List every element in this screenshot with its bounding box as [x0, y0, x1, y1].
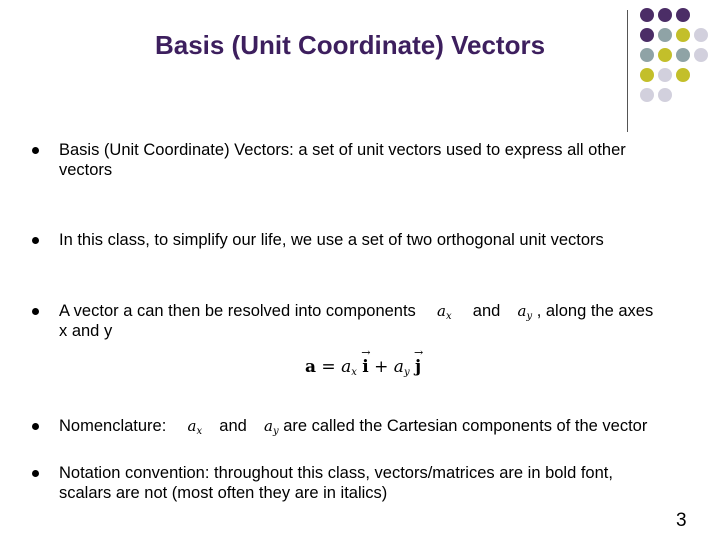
page-number: 3	[676, 510, 687, 531]
decorative-dot	[640, 48, 654, 62]
bullet-text-line: x and y	[59, 322, 113, 340]
decorative-dot	[694, 28, 708, 42]
bullet-text-line: In this class, to simplify our life, we use a set of two orthogonal unit vectors	[59, 231, 604, 249]
bullet-text-line: Notation convention: throughout this class, vectors/matrices are in bold font,	[59, 464, 613, 482]
bullet-text: and	[219, 417, 247, 435]
decorative-dot	[676, 68, 690, 82]
bullet-icon	[32, 308, 39, 315]
decorative-dot	[676, 48, 690, 62]
bullet-text-line: vectors	[59, 161, 113, 179]
bullet-text-line: Basis (Unit Coordinate) Vectors: a set of unit vectors used to express all other	[59, 141, 626, 159]
decorative-dot	[640, 8, 654, 22]
decorative-dot	[676, 8, 690, 22]
decorative-dot	[658, 48, 672, 62]
vector-equation: $a = a_x \to i + a_y \to j$	[305, 357, 421, 378]
bullet-text-line	[59, 417, 689, 441]
math-a-x: $a_x$	[187, 417, 203, 437]
math-a-x: $a_x$	[437, 302, 452, 322]
unit-vector-j: → j	[415, 357, 421, 377]
decorative-dot	[658, 28, 672, 42]
bullet-text: and	[472, 302, 501, 320]
divider-line	[627, 10, 628, 132]
unit-vector-i: → i	[362, 357, 368, 377]
decorative-dot	[658, 8, 672, 22]
bullet-text: A vector a can then be resolved into components	[59, 302, 416, 320]
decorative-dot	[640, 28, 654, 42]
bullet-text: are called the Cartesian components of the vector	[283, 417, 648, 435]
decorative-dot	[658, 88, 672, 102]
bullet-icon	[32, 470, 39, 477]
math-a-y: $a_y$	[517, 302, 533, 322]
decorative-dot	[676, 28, 690, 42]
decorative-dot	[640, 68, 654, 82]
bullet-text-line: scalars are not (most often they are in italics)	[59, 484, 388, 502]
decorative-dot	[658, 68, 672, 82]
bullet-icon	[32, 147, 39, 154]
bullet-icon	[32, 423, 39, 430]
math-a-y: $a_y$	[264, 417, 279, 437]
slide-title: Basis (Unit Coordinate) Vectors	[154, 30, 546, 60]
bullet-text: Nomenclature:	[59, 417, 167, 435]
bullet-icon	[32, 237, 39, 244]
decorative-dot	[640, 88, 654, 102]
bullet-text: , along the axes	[536, 302, 654, 320]
decorative-dot	[694, 48, 708, 62]
